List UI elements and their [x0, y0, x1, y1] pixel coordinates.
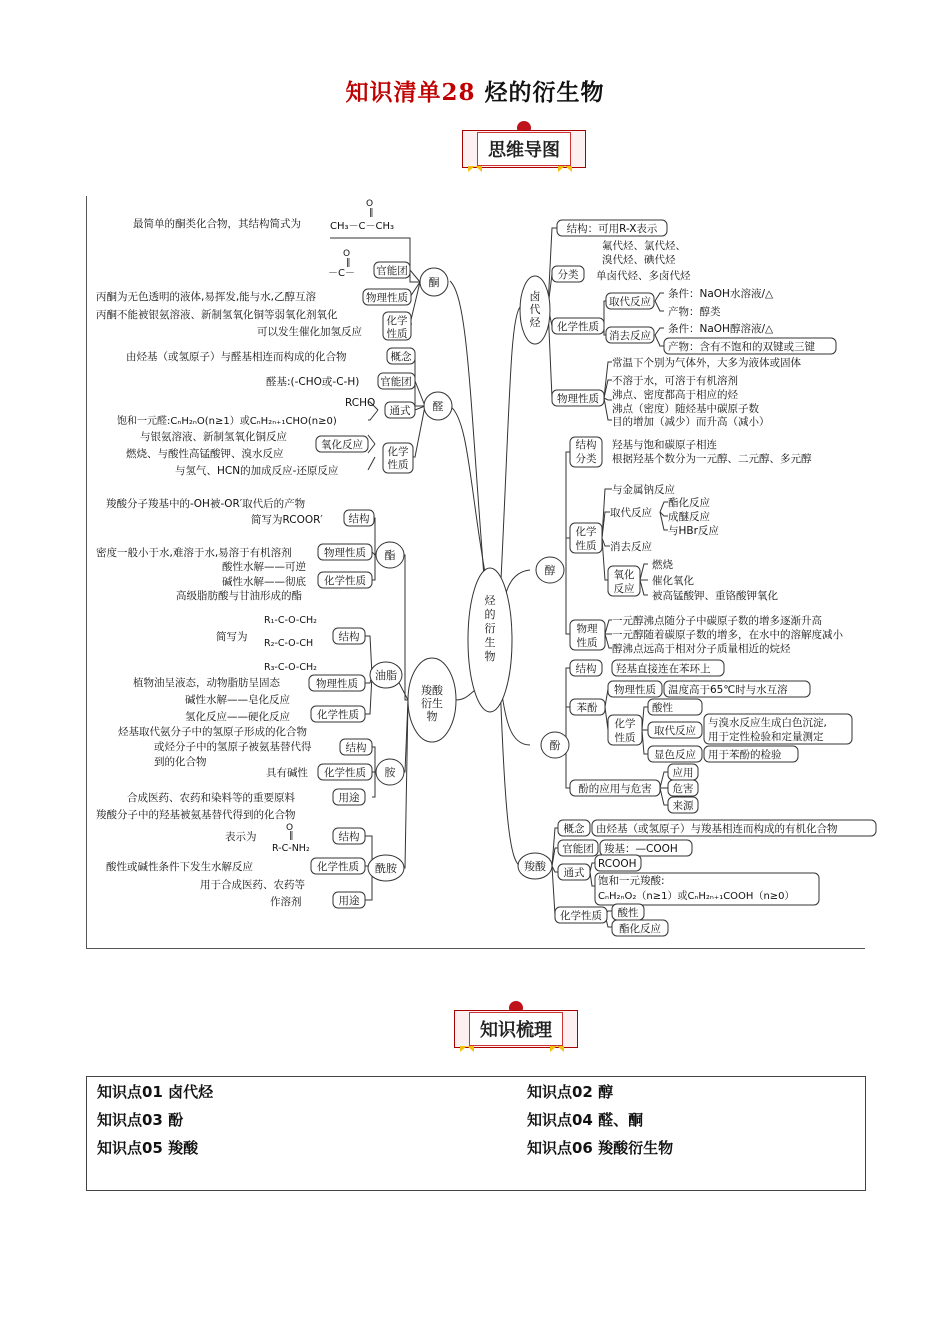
aldehyde-formula-label: 通式: [389, 405, 411, 417]
amine-chem: 具有碱性: [266, 767, 308, 779]
amide-use1: 用于合成医药、农药等: [200, 879, 305, 891]
knowledge-item[interactable]: 知识点02 醇: [527, 1083, 614, 1101]
alcohol-elim: 消去反应: [610, 541, 652, 553]
svg-text:氧化: 氧化: [613, 569, 635, 581]
amide-chem: 酸性或碱性条件下发生水解反应: [106, 861, 253, 873]
fat-chem2: 氢化反应——硬化反应: [185, 711, 290, 723]
acid-chem2: 酯化反应: [619, 923, 661, 935]
svg-text:性质: 性质: [614, 732, 636, 744]
svg-text:‖: ‖: [346, 258, 351, 268]
svg-text:‖: ‖: [369, 208, 374, 218]
halo-class3: 单卤代烃、多卤代烃: [596, 270, 691, 282]
fat-r2: R₂-C-O-CH: [264, 638, 314, 649]
deriv-node: 羧酸衍生物: [421, 684, 443, 723]
aldehyde-ox1: 与银氨溶液、新制氢氧化铜反应: [140, 431, 287, 443]
fat-abbr: 简写为: [216, 631, 248, 643]
knowledge-banner: [454, 1010, 580, 1052]
ketone-node: 酮: [428, 276, 440, 289]
aldehyde-sat: 饱和一元醛:CₙH₂ₙO(n≥1）或CₙH₂ₙ₊₁CHO(n≥0): [117, 416, 337, 427]
svg-text:物理: 物理: [576, 623, 598, 635]
alcohol-sc1: 羟基与饱和碳原子相连: [612, 439, 717, 451]
amide-abbr: 表示为: [225, 831, 257, 843]
alcohol-sub-label: 取代反应: [610, 507, 652, 519]
alcohol-phys3: 醇沸点远高于相对分子质量相近的烷烃: [612, 643, 791, 655]
alcohol-ox2: 催化氧化: [652, 575, 694, 587]
alcohol-phys2: 一元醇随着碳原子数的增多，在水中的溶解度减小: [612, 629, 843, 641]
phenol-sub1: 与溴水反应生成白色沉淀,: [708, 717, 827, 729]
svg-text:性质: 性质: [386, 328, 408, 340]
svg-text:化学: 化学: [614, 718, 636, 730]
aldehyde-rcho: RCHO: [345, 397, 376, 409]
halo-chem-label: 化学性质: [557, 321, 599, 333]
phenol-app1: 应用: [672, 767, 694, 779]
phenol-app-label: 酚的应用与危害: [578, 783, 652, 795]
knowledge-banner-label: 知识梳理: [469, 1012, 563, 1046]
svg-text:O: O: [366, 199, 374, 209]
amide-struct-label: 结构: [338, 831, 360, 843]
svg-text:‖: ‖: [289, 831, 294, 841]
ribbon-icon: [460, 1046, 474, 1052]
halo-elim-label: 消去反应: [609, 330, 651, 342]
acid-concept-label: 概念: [563, 823, 585, 835]
ester-struct2: 简写为RCOOR′: [251, 514, 323, 526]
acid-formula-label: 通式: [563, 867, 585, 879]
halo-phys5: 目的增加（减少）而升高（减小）: [612, 416, 770, 428]
svg-text:化学: 化学: [387, 446, 409, 458]
phenol-phys: 温度高于65℃时与水互溶: [668, 684, 788, 696]
halo-sub-prod: 产物：醇类: [668, 306, 721, 318]
aldehyde-fg-text: 醛基:(-CHO或-C-H): [266, 376, 360, 388]
phenol-app3: 来源: [672, 800, 694, 812]
aldehyde-concept-label: 概念: [390, 351, 412, 363]
svg-text:性质: 性质: [575, 540, 597, 552]
fat-r3: R₃-C-O-CH₂: [264, 662, 317, 673]
fat-desc: 高级脂肪酸与甘油形成的酯: [176, 590, 302, 602]
ester-struct1: 羧酸分子羧基中的-OH被-OR′取代后的产物: [106, 498, 306, 510]
amide-chem-label: 化学性质: [317, 861, 359, 873]
amide-struct1: 羧酸分子中的羟基被氨基替代得到的化合物: [96, 809, 296, 821]
phenol-color: 用于苯酚的检验: [708, 749, 782, 761]
amine-struct2: 或烃分子中的氢原子被氨基替代得: [154, 741, 312, 753]
acid-sat1: 饱和一元羧酸:: [598, 875, 665, 887]
halo-phys1: 常温下个别为气体外，大多为液体或固体: [612, 357, 801, 369]
halo-phys2: 不溶于水，可溶于有机溶剂: [612, 375, 738, 387]
acid-concept: 由烃基（或氢原子）与羧基相连而构成的有机化合物: [596, 823, 838, 835]
amide-use-label: 用途: [338, 895, 360, 907]
fat-r1: R₁-C-O-CH₂: [264, 615, 317, 626]
phenol-acid: 酸性: [652, 702, 673, 714]
halo-elim-cond: 条件：NaOH醇溶液/△: [668, 323, 774, 335]
title-prefix: 知识清单28: [345, 79, 476, 106]
amine-struct3: 到的化合物: [154, 756, 207, 768]
halo-class1: 氟代烃、氯代烃、: [602, 240, 686, 252]
acid-fg-label: 官能团: [562, 843, 594, 855]
halo-class2: 溴代烃、碘代烃: [602, 254, 676, 266]
halo-sub-cond: 条件：NaOH水溶液/△: [668, 288, 774, 300]
halo-phys4: 沸点（密度）随烃基中碳原子数: [612, 403, 759, 415]
alcohol-sub2: 成醚反应: [668, 511, 710, 523]
aldehyde-fg-label: 官能团: [380, 376, 412, 388]
svg-text:化学: 化学: [386, 315, 408, 327]
mindmap-banner-label: 思维导图: [477, 132, 571, 166]
ketone-simplest: 最简单的酮类化合物，其结构简式为: [133, 218, 301, 230]
knowledge-item[interactable]: 知识点04 醛、酮: [527, 1111, 644, 1129]
phenol-sub2: 用于定性检验和定量测定: [708, 731, 824, 743]
acid-chem-label: 化学性质: [560, 910, 602, 922]
svg-text:性质: 性质: [387, 459, 409, 471]
knowledge-item[interactable]: 知识点01 卤代烃: [97, 1083, 214, 1101]
phenol-sub-label: 取代反应: [654, 725, 696, 737]
alcohol-sc-label2: 分类: [575, 453, 597, 465]
aldehyde-concept: 由烃基（或氢原子）与醛基相连而构成的化合物: [126, 351, 347, 363]
svg-text:化学: 化学: [575, 526, 597, 538]
fat-node: 油脂: [375, 669, 397, 682]
knowledge-item[interactable]: 知识点03 酚: [97, 1111, 184, 1129]
phenol-struct: 羟基直接连在苯环上: [616, 663, 711, 675]
amine-use-label: 用途: [338, 792, 360, 804]
amine-use: 合成医药、农药和染料等的重要原料: [127, 792, 295, 804]
title-main: 烃的衍生物: [484, 79, 605, 106]
svg-text:O: O: [343, 249, 351, 259]
halo-elim-prod: 产物：含有不饱和的双键或三键: [668, 341, 815, 353]
ketone-fg-label: 官能团: [376, 265, 408, 277]
alcohol-sub1: 酯化反应: [668, 497, 710, 509]
phenol-app2: 危害: [672, 783, 694, 795]
alcohol-sub3: 与HBr反应: [668, 525, 719, 537]
alcohol-sc2: 根据羟基个数分为一元醇、二元醇、多元醇: [612, 453, 812, 465]
ester-acid-hyd: 酸性水解——可逆: [222, 561, 306, 573]
phenol-color-label: 显色反应: [654, 749, 696, 761]
ester-phys-label: 物理性质: [324, 547, 366, 559]
ketone-fg-formula: －C－: [328, 268, 355, 279]
acid-rcooh: RCOOH: [598, 858, 637, 870]
amine-chem-label: 化学性质: [324, 767, 366, 779]
ketone-formula: CH₃－C－CH₃: [330, 221, 395, 232]
ester-base-hyd: 碱性水解——彻底: [222, 576, 306, 588]
fat-chem-label: 化学性质: [317, 709, 359, 721]
alcohol-node: 醇: [544, 564, 556, 577]
amide-use2: 作溶剂: [270, 896, 302, 908]
aldehyde-red: 与氢气、HCN的加成反应-还原反应: [175, 465, 339, 477]
fat-chem1: 碱性水解——皂化反应: [185, 694, 290, 706]
ester-chem-label: 化学性质: [324, 575, 366, 587]
ester-phys: 密度一般小于水,难溶于水,易溶于有机溶剂: [96, 547, 292, 559]
ketone-phys-label: 物理性质: [366, 292, 408, 304]
halo-sub-label: 取代反应: [609, 296, 651, 308]
svg-text:性质: 性质: [576, 637, 598, 649]
halo-node: 卤代烃: [529, 290, 541, 329]
amine-struct-label: 结构: [345, 742, 367, 754]
amine-struct1: 烃基取代氨分子中的氢原子形成的化合物: [118, 726, 307, 738]
fat-struct-label: 结构: [338, 631, 360, 643]
alcohol-sc-label1: 结构: [575, 439, 597, 451]
halo-class-label: 分类: [557, 269, 579, 281]
svg-text:反应: 反应: [613, 583, 635, 595]
alcohol-ox3: 被高锰酸钾、重铬酸钾氧化: [652, 590, 778, 602]
svg-text:O: O: [286, 823, 294, 833]
phenol-phys-label: 物理性质: [614, 684, 656, 696]
ketone-chem-text1: 丙酮不能被银氨溶液、新制氢氧化铜等弱氧化剂氧化: [96, 309, 338, 321]
ketone-phys-text: 丙酮为无色透明的液体,易挥发,能与水,乙醇互溶: [96, 291, 317, 303]
alcohol-phys1: 一元醇沸点随分子中碳原子数的增多逐渐升高: [612, 615, 822, 627]
fat-phys-label: 物理性质: [316, 678, 358, 690]
aldehyde-node: 醛: [432, 400, 444, 413]
fat-phys: 植物油呈液态，动物脂肪呈固态: [133, 677, 280, 689]
halo-phys-label: 物理性质: [557, 393, 599, 405]
aldehyde-ox-label: 氧化反应: [321, 439, 363, 451]
phenol-benz: 苯酚: [576, 702, 598, 714]
knowledge-item[interactable]: 知识点06 羧酸衍生物: [527, 1139, 674, 1157]
alcohol-na: 与金属钠反应: [612, 484, 675, 496]
alcohol-ox1: 燃烧: [652, 559, 673, 571]
amide-node: 酰胺: [375, 862, 397, 875]
acid-sat2: CₙH₂ₙO₂（n≥1）或CₙH₂ₙ₊₁COOH（n≥0）: [598, 891, 795, 902]
halo-phys3: 沸点、密度都高于相应的烃: [612, 389, 738, 401]
knowledge-item[interactable]: 知识点05 羧酸: [97, 1139, 199, 1157]
ribbon-icon: [550, 1046, 564, 1052]
ketone-chem-text2: 可以发生催化加氢反应: [257, 326, 362, 338]
amide-formula: R-C-NH₂: [272, 843, 310, 854]
aldehyde-ox2: 燃烧、与酸性高锰酸钾、溴水反应: [126, 448, 284, 460]
phenol-struct-label: 结构: [575, 663, 597, 675]
halo-struct: 结构：可用R-X表示: [566, 223, 658, 235]
amine-node: 胺: [384, 766, 396, 779]
acid-node: 羧酸: [524, 860, 546, 873]
acid-chem1: 酸性: [617, 907, 639, 919]
acid-fg: 羧基：—COOH: [604, 843, 678, 855]
ester-struct-label: 结构: [348, 513, 370, 525]
center-node: 烃的衍生物: [484, 594, 496, 663]
ester-node: 酯: [384, 549, 396, 562]
knowledge-list: [86, 1076, 866, 1191]
phenol-node: 酚: [549, 739, 561, 752]
